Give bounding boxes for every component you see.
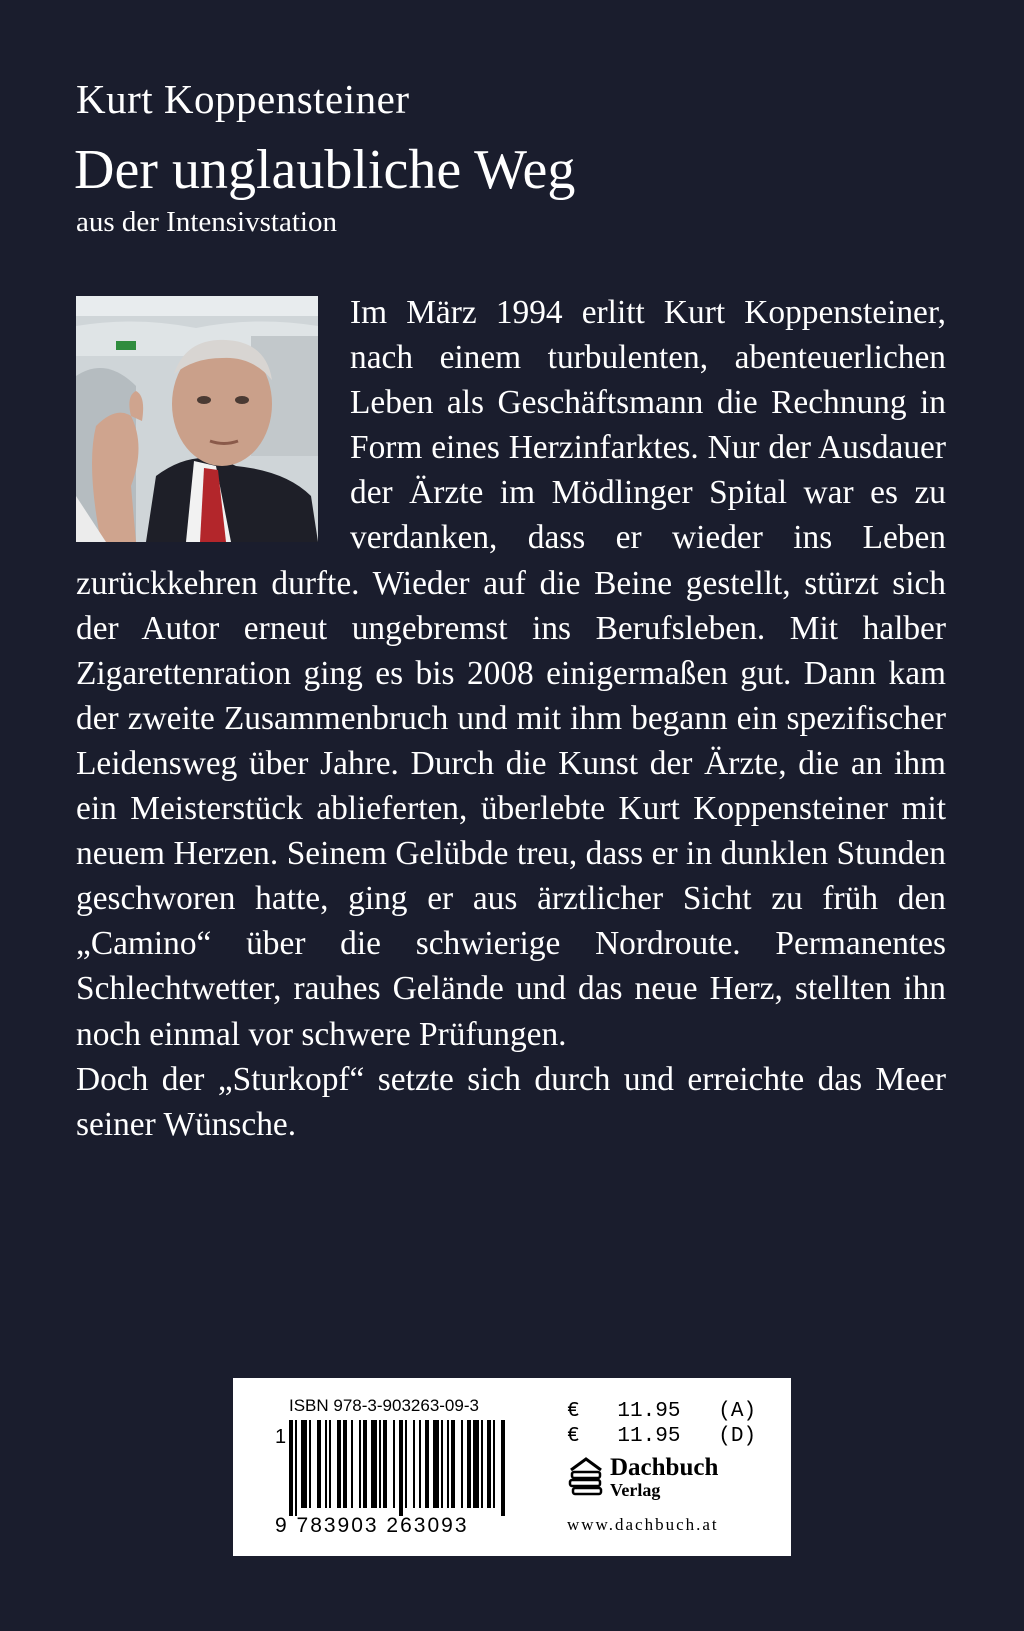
barcode-bar <box>301 1420 307 1508</box>
barcode-bar <box>399 1420 403 1516</box>
isbn-label: ISBN 978-3-903263-09-3 <box>289 1396 479 1415</box>
barcode-bar <box>441 1420 443 1508</box>
price-currency: € <box>567 1425 580 1448</box>
barcode-bar <box>451 1420 455 1508</box>
barcode-side-digit: 1 <box>275 1426 287 1448</box>
barcode-label <box>233 1378 791 1556</box>
barcode-bar <box>371 1420 377 1508</box>
barcode-bar <box>295 1420 297 1516</box>
author-name: Kurt Koppensteiner <box>76 76 410 122</box>
barcode-bar <box>501 1420 505 1516</box>
blurb-text <box>76 290 946 1147</box>
publisher-url: www.dachbuch.at <box>567 1515 719 1534</box>
blurb-paragraph-2: Doch der „Sturkopf“ setzte sich durch und erreichte das Meer seiner Wünsche. <box>76 1060 946 1143</box>
dachbuch-logo-icon <box>567 1456 605 1500</box>
price-region: (A) <box>718 1400 757 1423</box>
barcode-bar <box>467 1420 471 1508</box>
barcode-bar <box>329 1420 331 1508</box>
barcode <box>289 1420 547 1516</box>
price-amount: 11.95 <box>617 1425 681 1448</box>
barcode-bar <box>343 1420 347 1508</box>
barcode-bar <box>337 1420 341 1508</box>
barcode-bar <box>317 1420 321 1508</box>
barcode-digits: 9 783903 263093 <box>275 1514 469 1537</box>
barcode-bar <box>433 1420 439 1508</box>
barcode-bar <box>493 1420 495 1508</box>
barcode-bar <box>359 1420 361 1508</box>
price-row-d <box>567 1425 756 1449</box>
barcode-bar <box>379 1420 381 1508</box>
barcode-bar <box>487 1420 491 1508</box>
barcode-bar <box>309 1420 311 1508</box>
price-region: (D) <box>718 1425 757 1448</box>
blurb-paragraph-1 <box>76 290 946 1057</box>
publisher-name: Dachbuch <box>610 1454 719 1481</box>
barcode-bar <box>413 1420 415 1508</box>
barcode-bar <box>425 1420 429 1508</box>
barcode-bar <box>481 1420 483 1508</box>
barcode-bar <box>461 1420 463 1508</box>
barcode-bar <box>419 1420 421 1508</box>
barcode-bar <box>473 1420 479 1508</box>
book-subtitle: aus der Intensivstation <box>76 206 337 238</box>
barcode-bar <box>351 1420 353 1508</box>
price-amount: 11.95 <box>617 1400 681 1423</box>
barcode-bar <box>447 1420 449 1508</box>
barcode-bar <box>363 1420 367 1508</box>
book-title: Der unglaubliche Weg <box>74 139 576 201</box>
barcode-bar <box>383 1420 387 1508</box>
publisher-subtitle: Verlag <box>610 1480 661 1500</box>
photo-spacer <box>76 290 350 536</box>
price-row-a <box>567 1400 756 1424</box>
blurb-paragraph-1-text: Im März 1994 erlitt Kurt Koppensteiner, nach einem turbulenten, abenteuerlichen Leben als Geschäftsmann die Rechnung in Form eines Herzinfarktes. Nur der Ausdauer der Ärzte im Mödlinger Spital war es zu verdanken, dass er wieder ins Leben zurückkehren durfte. Wieder auf die Beine gestellt, stürzt sich der Autor erneut ungebremst ins Berufsleben. Mit halber Zigarettenration ging es bis 2008 einigermaßen gut. Dann kam der zweite Zusammenbruch und mit ihm begann ein spezifischer Leidensweg über Jahre. Durch die Kunst der Ärzte, die an ihm ein Meisterstück ablieferten, überlebte Kurt Koppensteiner mit neuem Herzen. Seinem Gelübde treu, dass er in dunklen Stunden geschworen hatte, ging er aus ärztlicher Sicht zu früh den „Camino“ über die schwierige Nordroute. Permanentes Schlechtwetter, rauhes Gelände und das neue Herz, stellten ihn noch einmal vor schwere Prüfungen. <box>76 294 946 1053</box>
price-currency: € <box>567 1400 580 1423</box>
barcode-bar <box>405 1420 407 1508</box>
barcode-bar <box>325 1420 327 1508</box>
barcode-bar <box>289 1420 293 1516</box>
barcode-bar <box>393 1420 395 1508</box>
